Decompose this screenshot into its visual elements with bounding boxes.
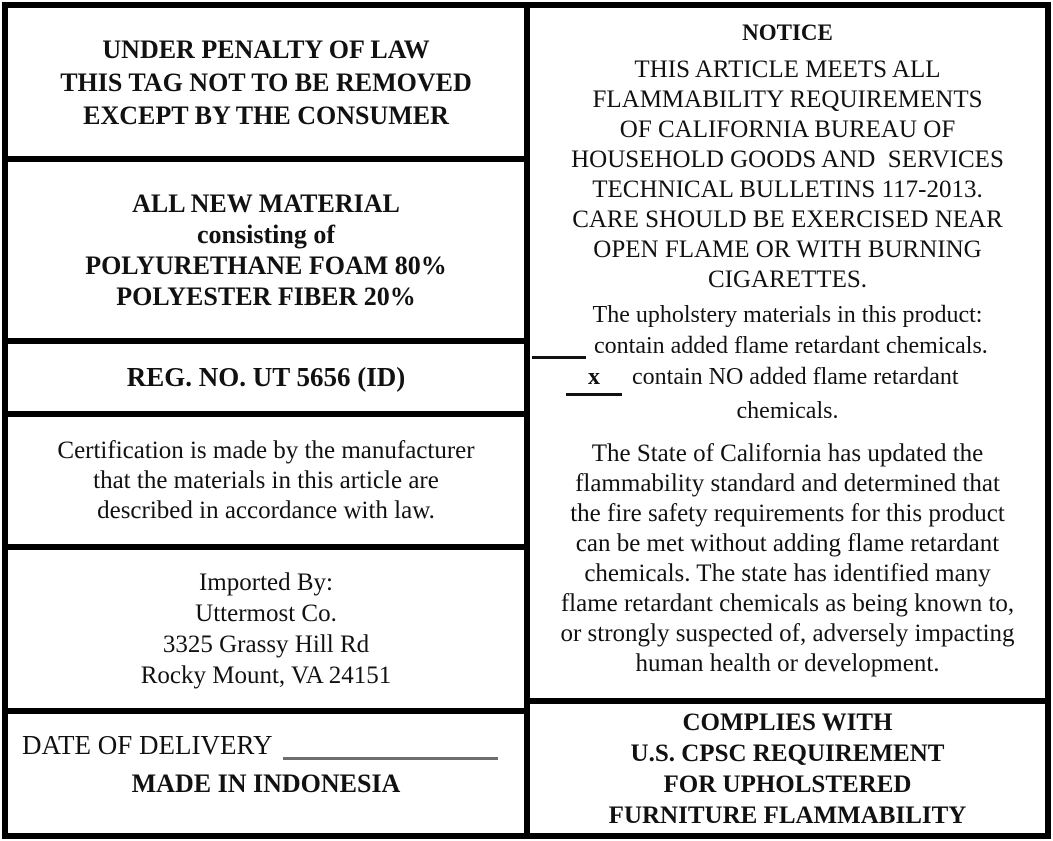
penalty-line: THIS TAG NOT TO BE REMOVED	[60, 67, 472, 97]
upholstery-intro: The upholstery materials in this product:	[592, 302, 983, 328]
option-no-label: contain NO added flame retardant	[632, 364, 959, 390]
state-line: flame retardant chemicals as being known to,	[560, 590, 1015, 617]
option-no-label-cont: chemicals.	[736, 398, 839, 424]
right-column	[530, 8, 1045, 833]
material-line: POLYURETHANE FOAM 80%	[85, 251, 447, 280]
flammability-line: CIGARETTES.	[707, 266, 868, 293]
delivery-box	[8, 714, 524, 833]
penalty-notice-box	[8, 8, 524, 156]
upholstery-section	[530, 300, 1045, 427]
importer-line: Imported By:	[198, 569, 333, 596]
flammability-line: CARE SHOULD BE EXERCISED NEAR	[572, 206, 1003, 233]
flammability-line: OF CALIFORNIA BUREAU OF	[619, 116, 956, 143]
material-line: ALL NEW MATERIAL	[132, 189, 400, 218]
certification-line: described in accordance with law.	[97, 496, 435, 524]
date-of-delivery-row	[22, 730, 510, 760]
importer-line: Rocky Mount, VA 24151	[140, 662, 392, 689]
material-contents-box	[8, 162, 524, 338]
flammability-line: TECHNICAL BULLETINS 117-2013.	[592, 176, 983, 203]
certification-box	[8, 417, 524, 544]
state-line: flammability standard and determined that	[575, 470, 1000, 497]
registration-number: REG. NO. UT 5656 (ID)	[126, 362, 406, 392]
option-no-contain-row	[530, 362, 1045, 396]
left-column	[8, 8, 524, 833]
material-line: POLYESTER FIBER 20%	[116, 282, 416, 311]
state-line: The State of California has updated the	[591, 440, 984, 467]
importer-line: Uttermost Co.	[195, 600, 337, 627]
state-line: can be met without adding flame retardant	[575, 530, 1000, 557]
flammability-line: OPEN FLAME OR WITH BURNING	[593, 236, 982, 263]
cpsc-line: U.S. CPSC REQUIREMENT	[630, 739, 945, 767]
date-of-delivery-label: DATE OF DELIVERY	[22, 730, 273, 760]
state-update-paragraph	[560, 439, 1014, 679]
flammability-notice-box	[530, 8, 1045, 698]
state-line: or strongly suspected of, adversely impacting	[560, 620, 1015, 647]
importer-line: 3325 Grassy Hill Rd	[162, 631, 370, 658]
cpsc-compliance-box	[530, 704, 1045, 833]
flammability-line: FLAMMABILITY REQUIREMENTS	[592, 86, 983, 113]
cpsc-line: FURNITURE FLAMMABILITY	[608, 801, 967, 829]
certification-line: Certification is made by the manufacturer	[57, 436, 475, 464]
cpsc-line: FOR UPHOLSTERED	[663, 770, 912, 798]
certification-line: that the materials in this article are	[93, 466, 439, 494]
state-line: chemicals. The state has identified many	[584, 560, 991, 587]
material-line: consisting of	[197, 220, 335, 249]
made-in-label: MADE IN INDONESIA	[131, 769, 401, 798]
notice-heading: NOTICE	[742, 20, 833, 45]
date-of-delivery-blank	[283, 757, 498, 760]
option-contain-label: contain added flame retardant chemicals.	[594, 333, 988, 359]
importer-box	[8, 550, 524, 708]
flammability-line: HOUSEHOLD GOODS AND SERVICES	[571, 146, 1004, 173]
option-contain-blank	[532, 356, 586, 359]
flammability-line: THIS ARTICLE MEETS ALL	[634, 56, 941, 83]
penalty-line: EXCEPT BY THE CONSUMER	[83, 100, 449, 130]
state-line: the fire safety requirements for this product	[570, 500, 1005, 527]
cpsc-line: COMPLIES WITH	[682, 708, 893, 736]
law-label	[2, 2, 1051, 839]
option-no-checkmark: x	[566, 362, 622, 396]
state-line: human health or development.	[635, 650, 940, 677]
penalty-line: UNDER PENALTY OF LAW	[102, 34, 430, 64]
option-contain-row	[530, 331, 1045, 362]
registration-number-box	[8, 344, 524, 411]
